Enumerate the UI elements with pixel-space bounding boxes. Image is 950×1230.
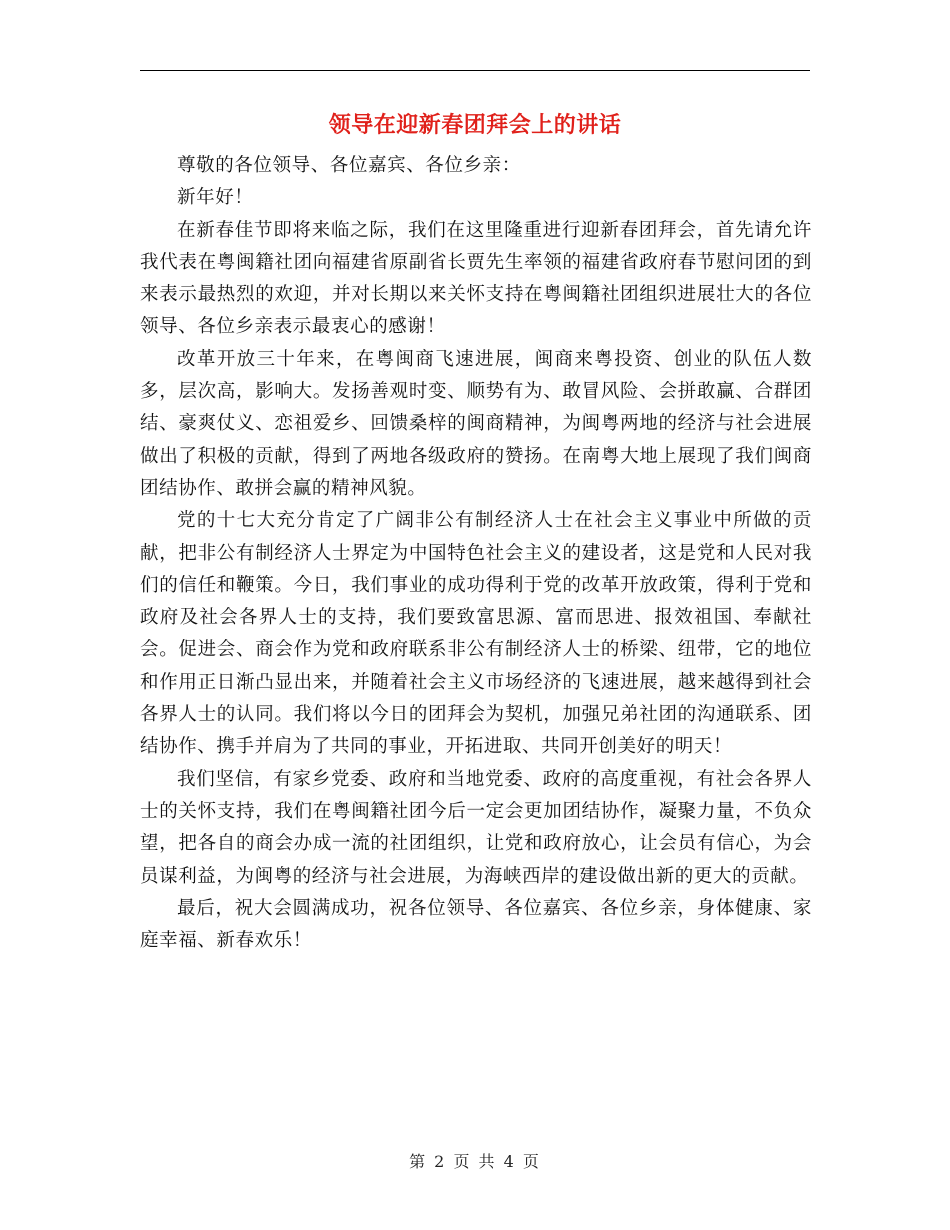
- paragraph: 改革开放三十年来，在粤闽商飞速进展，闽商来粤投资、创业的队伍人数多，层次高，影响大。发扬善观时变、顺势有为、敢冒风险、会拼敢赢、合群团结、豪爽仗义、恋祖爱乡、回馈桑梓的闽商精神，为闽粤两地的经济与社会进展做出了积极的贡献，得到了两地各级政府的赞扬。在南粤大地上展现了我们闽商团结协作、敢拼会赢的精神风貌。: [140, 348, 812, 499]
- salutation: 尊敬的各位领导、各位嘉宾、各位乡亲：: [177, 155, 521, 176]
- document-body: [140, 150, 812, 957]
- header-rule: [140, 70, 810, 71]
- paragraph: 最后，祝大会圆满成功，祝各位领导、各位嘉宾、各位乡亲，身体健康、家庭幸福、新春欢乐！: [140, 897, 812, 952]
- page-number-footer: 第 2 页 共 4 页: [409, 1152, 541, 1171]
- paragraph: 在新春佳节即将来临之际，我们在这里隆重进行迎新春团拜会，首先请允许我代表在粤闽籍社团向福建省原副省长贾先生率领的福建省政府春节慰问团的到来表示最热烈的欢迎，并对长期以来关怀支持在粤闽籍社团组织进展壮大的各位领导、各位乡亲表示最衷心的感谢！: [140, 219, 812, 338]
- greeting: 新年好！: [177, 187, 254, 209]
- paragraph: 党的十七大充分肯定了广阔非公有制经济人士在社会主义事业中所做的贡献，把非公有制经济人士界定为中国特色社会主义的建设者，这是党和人民对我们的信任和鞭策。今日，我们事业的成功得利于党的改革开放政策，得利于党和政府及社会各界人士的支持，我们要致富思源、富而思进、报效祖国、奉献社会。促进会、商会作为党和政府联系非公有制经济人士的桥梁、纽带，它的地位和作用正日渐凸显出来，并随着社会主义市场经济的飞速进展，越来越得到社会各界人士的认同。我们将以今日的团拜会为契机，加强兄弟社团的沟通联系、团结协作、携手并肩为了共同的事业，开拓进取、共同开创美好的明天！: [140, 510, 812, 758]
- paragraph: 我们坚信，有家乡党委、政府和当地党委、政府的高度重视，有社会各界人士的关怀支持，我们在粤闽籍社团今后一定会更加团结协作，凝聚力量，不负众望，把各自的商会办成一流的社团组织，让党和政府放心，让会员有信心，为会员谋利益，为闽粤的经济与社会进展，为海峡西岸的建设做出新的更大的贡献。: [140, 768, 812, 887]
- document-title: 领导在迎新春团拜会上的讲话: [328, 112, 622, 138]
